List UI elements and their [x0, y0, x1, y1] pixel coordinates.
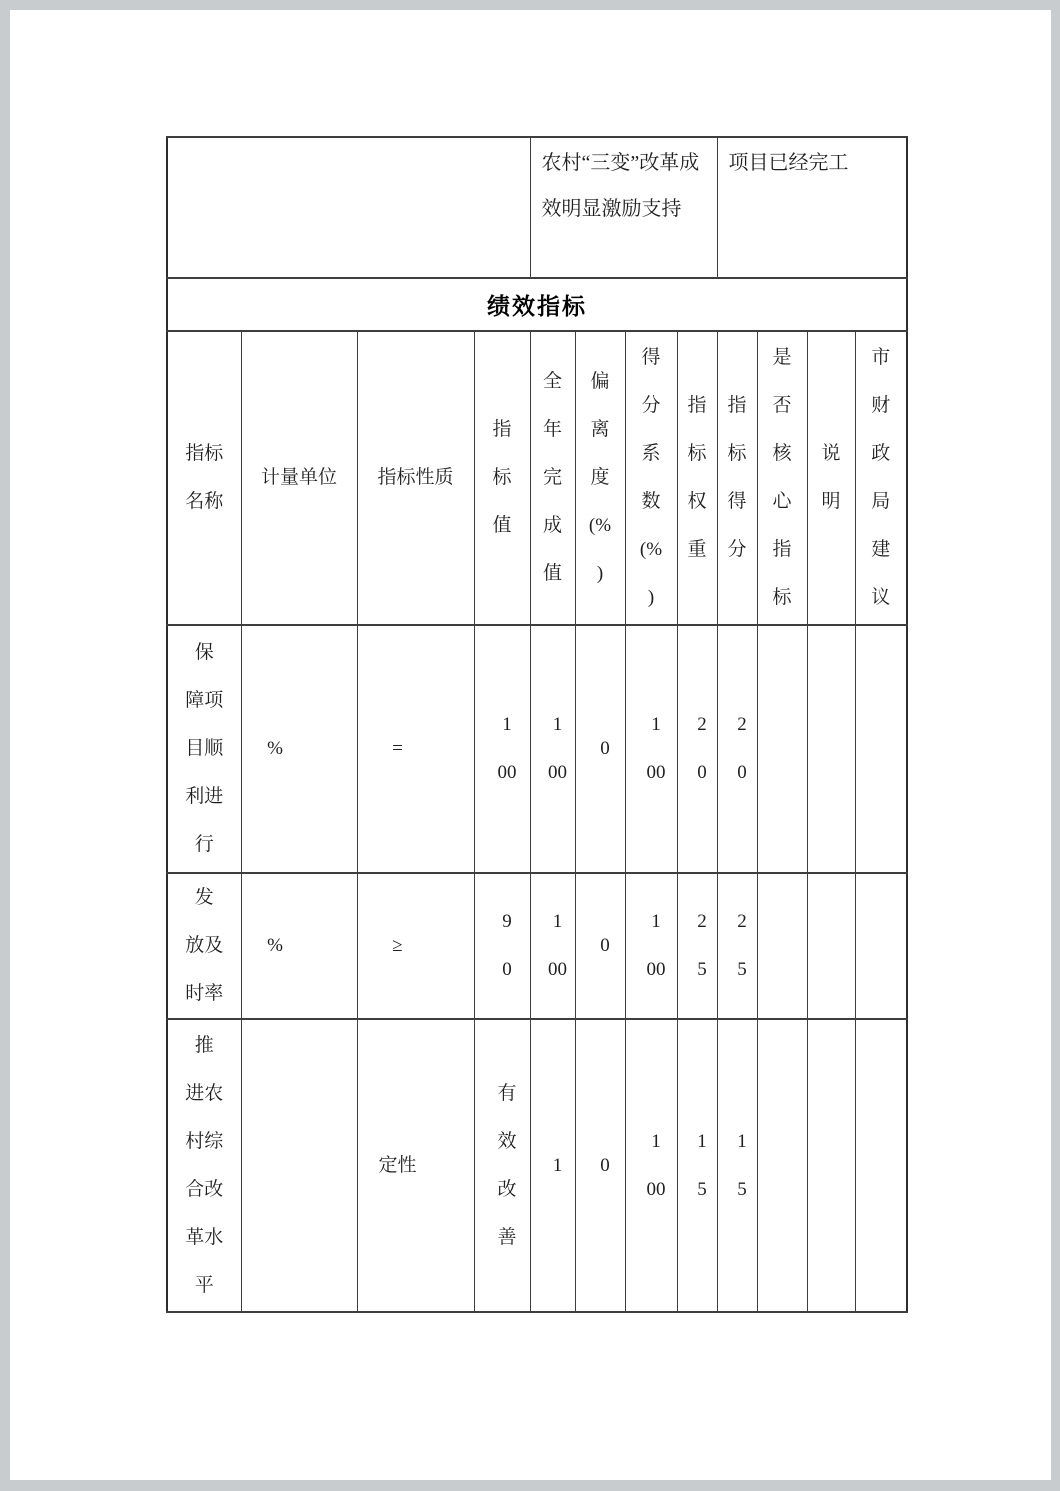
text-line: 全	[542, 371, 562, 392]
text-line: 0	[502, 959, 512, 980]
text-line: 障项	[185, 690, 224, 711]
text-line: 分	[727, 539, 747, 560]
column-header-is-core-indicator	[757, 331, 807, 625]
text-line: 核	[772, 443, 792, 464]
text-line: 数	[641, 491, 661, 512]
text-line: 项目已经完工	[728, 152, 849, 174]
text-line: 0	[600, 738, 610, 759]
cell-weight	[677, 1019, 717, 1312]
text-line: 指	[772, 539, 792, 560]
text-line: 目顺	[185, 738, 224, 759]
text-line: 2	[697, 714, 707, 735]
text-line: 进农	[185, 1082, 224, 1104]
text-line: 5	[697, 1178, 707, 1200]
text-line: %	[267, 935, 283, 956]
text-line: 得	[641, 347, 661, 368]
text-line: 完	[542, 467, 562, 488]
cell-score-coefficient	[625, 1019, 677, 1312]
section-title: 绩效指标	[167, 278, 907, 331]
text-line: 善	[497, 1226, 517, 1248]
text-line: 权	[687, 491, 707, 512]
text-line: 指	[727, 395, 747, 416]
text-line: 1	[651, 911, 661, 932]
cell-bureau-suggestion	[855, 873, 907, 1019]
text-line: 值	[492, 515, 512, 536]
text-line: 建	[871, 539, 891, 560]
column-header-weight	[677, 331, 717, 625]
cell-unit	[241, 873, 357, 1019]
text-line: 00	[646, 1178, 666, 1200]
table-row	[167, 1019, 907, 1312]
cell-target-value	[474, 1019, 530, 1312]
text-line: )	[596, 563, 604, 584]
text-line: 说	[821, 443, 841, 464]
cell-weight	[677, 873, 717, 1019]
prelude-empty-cell	[167, 137, 530, 278]
text-line: 0	[600, 935, 610, 956]
text-line: 00	[548, 762, 567, 783]
cell-nature	[357, 873, 474, 1019]
cell-deviation-pct	[575, 1019, 625, 1312]
column-header-annual-completion	[530, 331, 575, 625]
column-header-target-value	[474, 331, 530, 625]
text-line: 是	[772, 347, 792, 368]
cell-target-value	[474, 873, 530, 1019]
text-line: 发	[194, 887, 214, 908]
text-line: 平	[194, 1274, 214, 1296]
text-line: 值	[542, 563, 562, 584]
text-line: 合改	[185, 1178, 224, 1200]
text-line: 革水	[185, 1226, 224, 1248]
text-line: 2	[697, 911, 707, 932]
text-line: 00	[548, 959, 567, 980]
text-line: 分	[641, 395, 661, 416]
text-line: 00	[646, 762, 666, 783]
document-page	[10, 10, 1051, 1480]
text-line: 否	[772, 395, 792, 416]
cell-note	[807, 625, 855, 873]
cell-indicator-name	[167, 1019, 241, 1312]
text-line: 名称	[185, 491, 224, 512]
text-line: 5	[737, 1178, 747, 1200]
text-line: 系	[641, 443, 661, 464]
text-line: 保	[194, 642, 214, 663]
table-row	[167, 873, 907, 1019]
text-line: 村综	[185, 1130, 224, 1152]
cell-score-coefficient	[625, 873, 677, 1019]
text-line: (%	[639, 539, 663, 560]
text-line: 行	[194, 834, 214, 855]
cell-weight	[677, 625, 717, 873]
text-line: 1	[502, 714, 512, 735]
text-line: 推	[194, 1034, 214, 1056]
cell-deviation-pct	[575, 625, 625, 873]
text-line: 定性	[378, 1154, 417, 1176]
text-line: 市	[871, 347, 891, 368]
cell-annual-completion	[530, 625, 575, 873]
text-line: 标	[772, 587, 792, 608]
text-line: 5	[697, 959, 707, 980]
text-line: 有	[497, 1082, 517, 1104]
cell-bureau-suggestion	[855, 1019, 907, 1312]
text-line: 离	[590, 419, 610, 440]
text-line: 效明显激励支持	[541, 198, 682, 220]
cell-score	[717, 873, 757, 1019]
cell-annual-completion	[530, 1019, 575, 1312]
column-header-score	[717, 331, 757, 625]
text-line: 农村“三变”改革成	[541, 152, 700, 174]
text-line: 指	[687, 395, 707, 416]
text-line: 放及	[185, 935, 224, 956]
column-header-deviation-pct	[575, 331, 625, 625]
table-header-row	[167, 331, 907, 625]
text-line: 议	[871, 587, 891, 608]
column-header-score-coefficient	[625, 331, 677, 625]
cell-nature	[357, 1019, 474, 1312]
cell-unit	[241, 625, 357, 873]
cell-nature	[357, 625, 474, 873]
text-line: 0	[697, 762, 707, 783]
text-line: 标	[727, 443, 747, 464]
text-line: 成	[542, 515, 562, 536]
text-line: 00	[646, 959, 666, 980]
column-header-note	[807, 331, 855, 625]
text-line: %	[267, 738, 283, 759]
text-line: 指	[492, 419, 512, 440]
text-line: 1	[552, 911, 563, 932]
text-line: 1	[552, 714, 563, 735]
text-line: ≥	[392, 935, 403, 956]
text-line: 1	[697, 1130, 707, 1152]
text-line: 1	[651, 714, 661, 735]
text-line: 2	[737, 714, 747, 735]
text-line: 明	[821, 491, 841, 512]
text-line: 0	[737, 762, 747, 783]
prelude-row	[167, 137, 907, 278]
text-line: 标	[492, 467, 512, 488]
text-line: 计量单位	[260, 467, 337, 488]
text-line: 局	[871, 491, 891, 512]
text-line: 效	[497, 1130, 517, 1152]
section-title-row	[167, 278, 907, 331]
text-line: 度	[590, 467, 610, 488]
text-line: 心	[772, 491, 792, 512]
cell-note	[807, 1019, 855, 1312]
column-header-indicator-name	[167, 331, 241, 625]
text-line: 1	[737, 1130, 747, 1152]
text-line: 00	[497, 762, 517, 783]
cell-score	[717, 625, 757, 873]
text-line: 时率	[185, 983, 224, 1004]
cell-is-core-indicator	[757, 873, 807, 1019]
text-line: 重	[687, 539, 707, 560]
text-line: 年	[542, 419, 562, 440]
text-line: 1	[651, 1130, 661, 1152]
text-line: 9	[502, 911, 512, 932]
column-header-unit	[241, 331, 357, 625]
cell-bureau-suggestion	[855, 625, 907, 873]
prelude-support-cell	[530, 137, 717, 278]
text-line: 指标	[185, 443, 224, 464]
cell-is-core-indicator	[757, 1019, 807, 1312]
cell-score-coefficient	[625, 625, 677, 873]
cell-annual-completion	[530, 873, 575, 1019]
text-line: )	[647, 587, 655, 608]
text-line: 2	[737, 911, 747, 932]
text-line: 政	[871, 443, 891, 464]
column-header-nature	[357, 331, 474, 625]
table-row	[167, 625, 907, 873]
cell-indicator-name	[167, 625, 241, 873]
performance-indicators-table	[166, 136, 908, 1313]
cell-unit	[241, 1019, 357, 1312]
prelude-status-cell	[717, 137, 907, 278]
text-line: 5	[737, 959, 747, 980]
text-line: 偏	[590, 371, 610, 392]
text-line: 改	[497, 1178, 517, 1200]
text-line: 利进	[185, 786, 224, 807]
text-line: 标	[687, 443, 707, 464]
cell-score	[717, 1019, 757, 1312]
cell-is-core-indicator	[757, 625, 807, 873]
text-line: =	[392, 738, 403, 759]
cell-target-value	[474, 625, 530, 873]
text-line: 指标性质	[377, 467, 454, 488]
column-header-bureau-suggestion	[855, 331, 907, 625]
cell-indicator-name	[167, 873, 241, 1019]
cell-deviation-pct	[575, 873, 625, 1019]
text-line: 0	[600, 1154, 610, 1176]
text-line: 1	[552, 1154, 563, 1176]
cell-note	[807, 873, 855, 1019]
text-line: 财	[871, 395, 891, 416]
text-line: 得	[727, 491, 747, 512]
text-line: (%	[588, 515, 612, 536]
